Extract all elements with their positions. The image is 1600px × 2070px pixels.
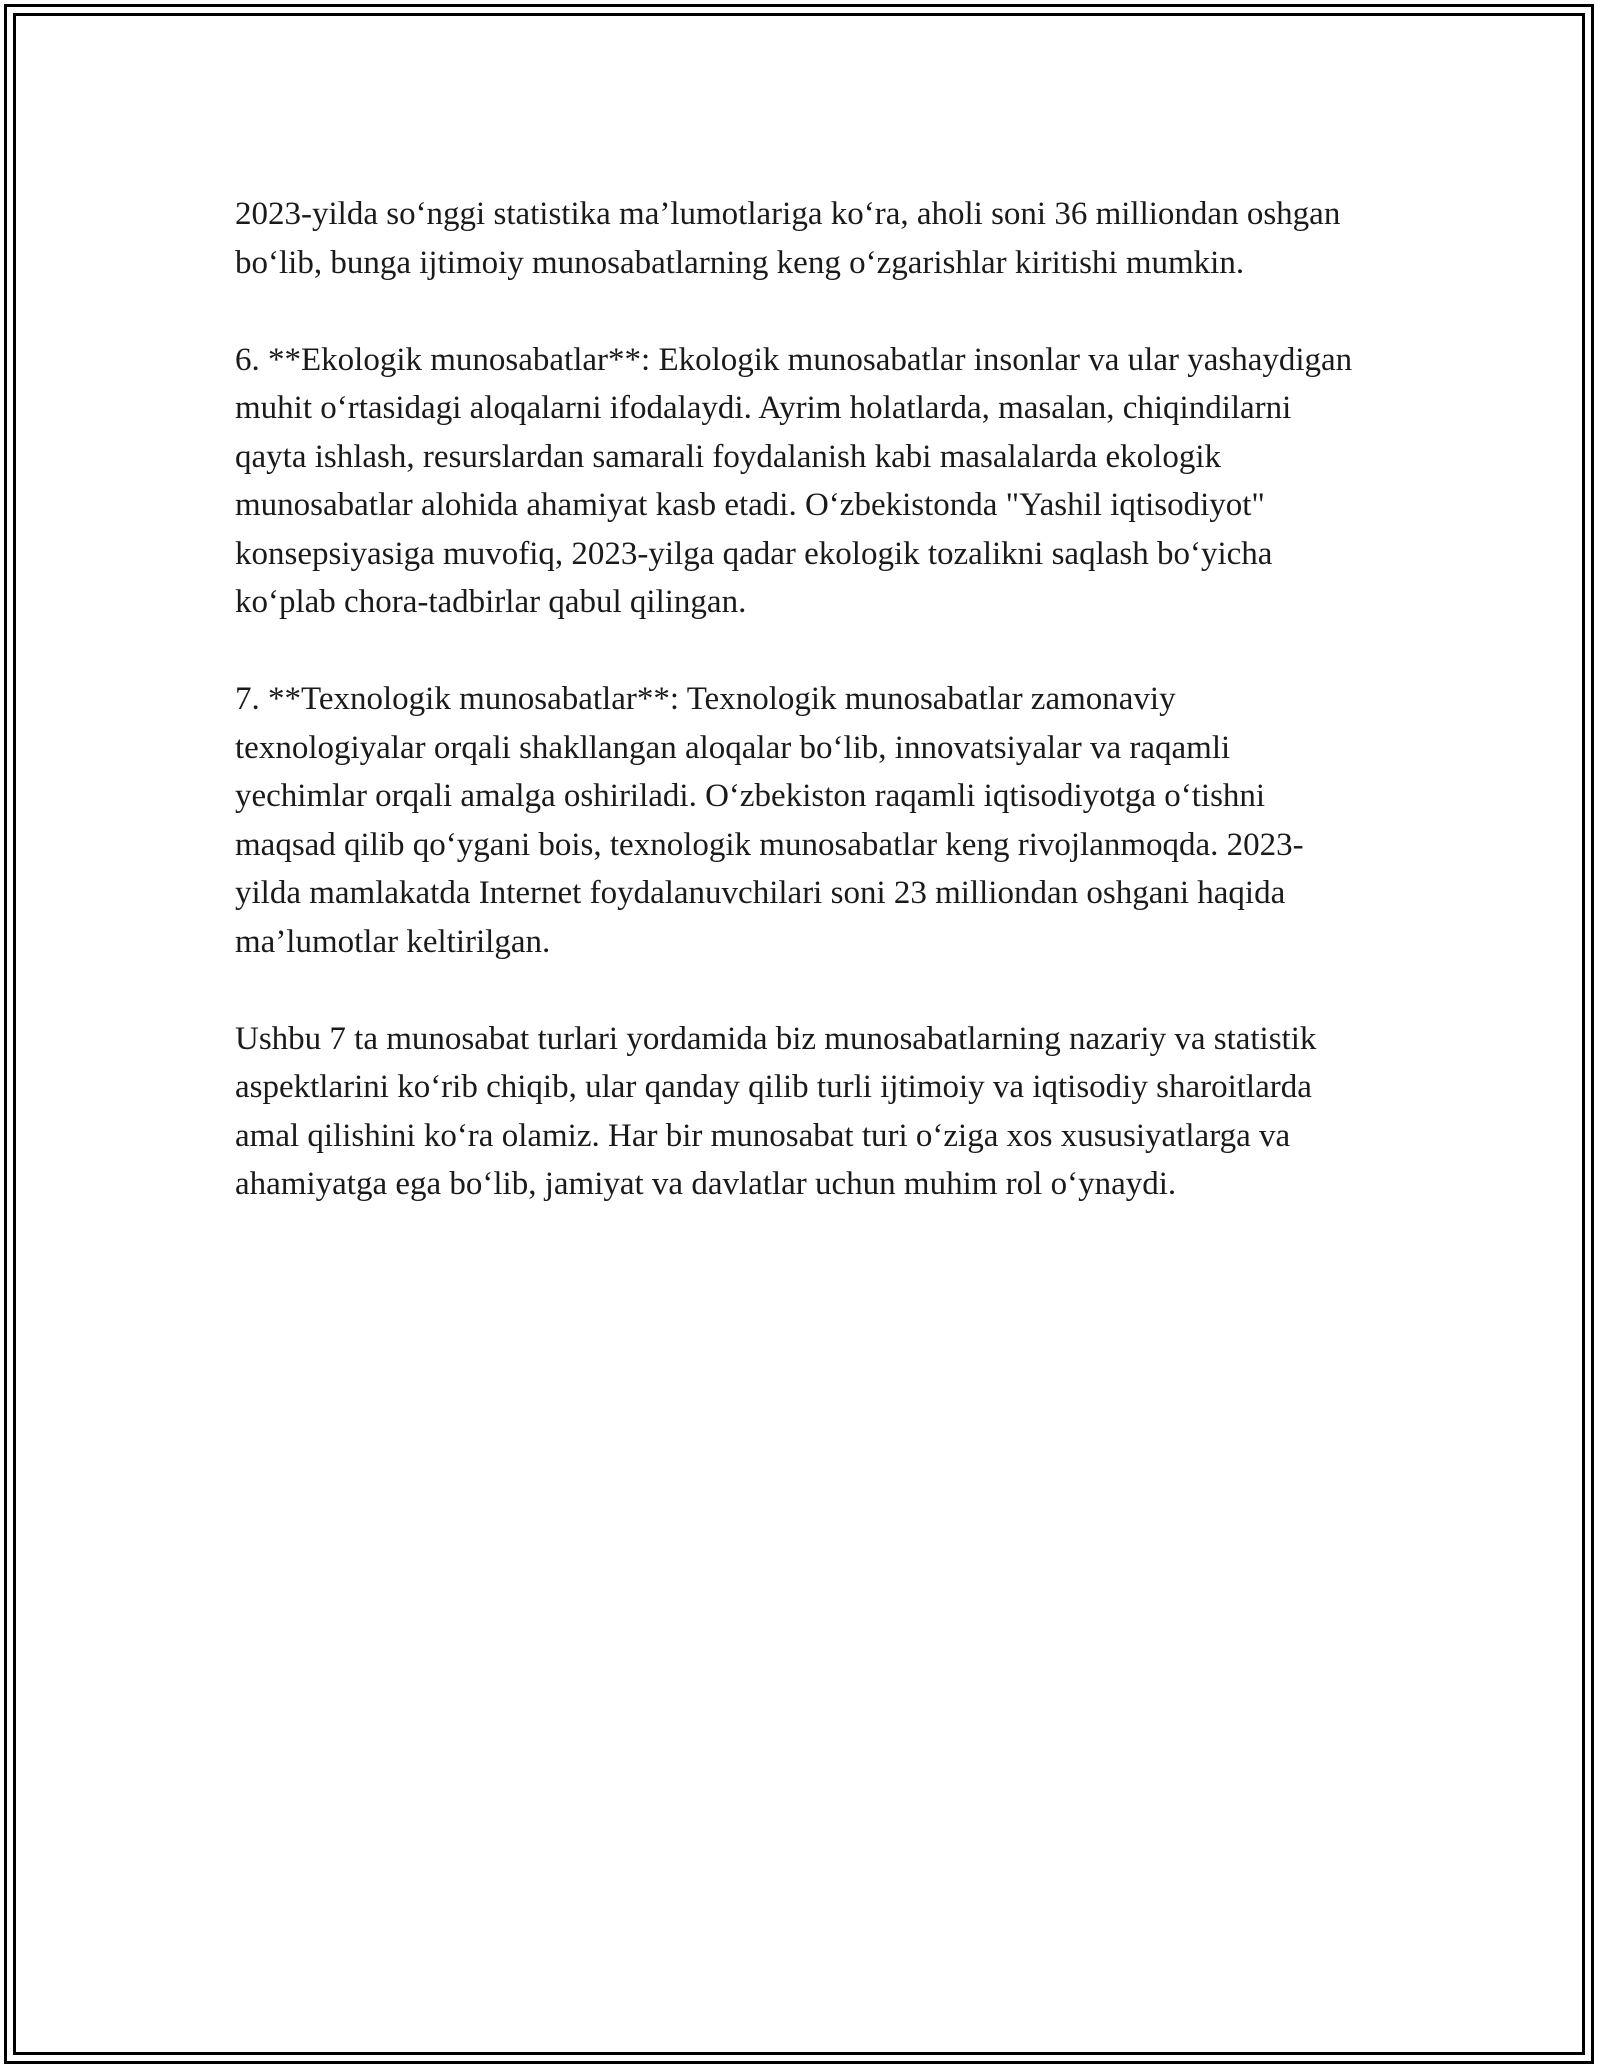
paragraph-conclusion: Ushbu 7 ta munosabat turlari yordamida biz munosabatlarning nazariy va statistik aspektlarini ko‘rib chiqib, ular qanday qilib turli ijtimoiy va iqtisodiy sharoitlarda amal qilishini ko‘ra olamiz. Har bir munosabat turi o‘ziga xos xususiyatlarga va ahamiyatga ega bo‘lib, jamiyat va davlatlar uchun muhim rol o‘ynaydi. <box>235 1020 1317 1202</box>
paragraph-technological-relations: 7. **Texnologik munosabatlar**: Texnologik munosabatlar zamonaviy texnologiyalar orqali shakllangan aloqalar bo‘lib, innovatsiyalar va raqamli yechimlar orqali amalga oshiriladi. O‘zbekiston raqamli iqtisodiyotga o‘tishni maqsad qilib qo‘ygani bois, texnologik munosabatlar keng rivojlanmoqda. 2023-yilda mamlakatda Internet foydalanuvchilari soni 23 milliondan oshgani haqida ma’lumotlar keltirilgan. <box>235 681 1304 960</box>
paragraph-ecological-relations: 6. **Ekologik munosabatlar**: Ekologik munosabatlar insonlar va ular yashaydigan muhit o‘rtasidagi aloqalarni ifodalaydi. Ayrim holatlarda, masalan, chiqindilarni qayta ishlash, resurslardan samarali foydalanish kabi masalalarda ekologik munosabatlar alohida ahamiyat kasb etadi. O‘zbekistonda "Yashil iqtisodiyot" konsepsiyasiga muvofiq, 2023-yilga qadar ekologik tozalikni saqlash bo‘yicha ko‘plab chora-tadbirlar qabul qilingan. <box>235 341 1353 620</box>
paragraph-population: 2023-yilda so‘nggi statistika ma’lumotlariga ko‘ra, aholi soni 36 milliondan oshgan bo‘lib, bunga ijtimoiy munosabatlarning keng o‘zgarishlar kiritishi mumkin. <box>235 196 1341 281</box>
document-body <box>235 190 1365 1257</box>
